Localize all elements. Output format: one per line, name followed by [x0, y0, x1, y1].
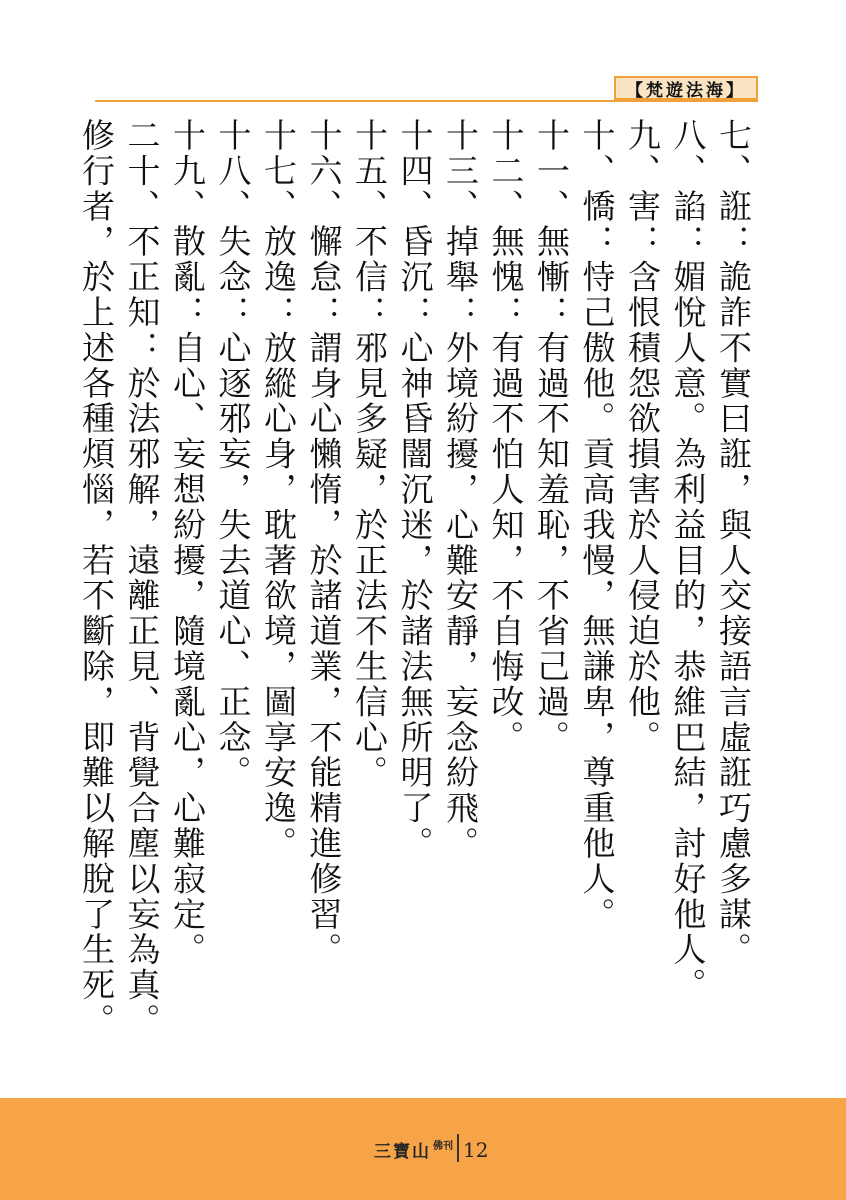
text-line: 修行者，於上述各種煩惱，若不斷除，即難以解脫了生死。 [77, 118, 116, 1039]
magazine-subtitle: 佛刊 [433, 1141, 453, 1152]
footer-label [374, 1130, 488, 1162]
text-line: 十三、掉舉：外境紛擾，心難安靜，妄念紛飛。 [441, 118, 480, 862]
text-line: 十六、懈怠：謂身心懶惰，於諸道業，不能精進修習。 [304, 118, 344, 968]
text-line: 十二、無愧：有過不怕人知，不自悔改。 [486, 118, 526, 756]
text-line: 十七、放逸：放縱心身，耽著欲境，圖享安逸。 [259, 118, 298, 862]
footer-bar [0, 1098, 846, 1200]
footer-divider [457, 1134, 459, 1162]
text-line: 九、害：含恨積怨欲損害於人侵迫於他。 [623, 118, 662, 756]
section-tag [614, 76, 758, 100]
text-line: 十九、散亂：自心、妄想紛擾，隨境亂心，心難寂定。 [168, 118, 207, 968]
header-divider [95, 100, 758, 102]
section-tag-label: 【梵遊法海】 [626, 80, 746, 101]
body-text [77, 118, 756, 1039]
text-line: 十一、無慚：有過不知羞恥，不省己過。 [532, 118, 571, 756]
text-line: 十八、失念：心逐邪妄，失去道心、正念。 [213, 118, 253, 791]
text-line: 七、誑：詭詐不實曰誑，與人交接語言虛誑巧慮多謀。 [714, 118, 753, 968]
text-line: 十、憍：恃己傲他。貢高我慢，無謙卑，尊重他人。 [577, 118, 617, 933]
text-line: 十四、昏沉：心神昏闇沉迷，於諸法無所明了。 [395, 118, 435, 862]
text-line: 二十、不正知：於法邪解，遠離正見、背覺合塵以妄為真。 [122, 118, 162, 1039]
page-number: 12 [463, 1138, 489, 1162]
magazine-name: 三寶山 [374, 1142, 431, 1162]
text-line: 八、諂：媚悅人意。為利益目的，恭維巴結，討好他人。 [668, 118, 708, 1003]
text-line: 十五、不信：邪見多疑，於正法不生信心。 [350, 118, 389, 791]
